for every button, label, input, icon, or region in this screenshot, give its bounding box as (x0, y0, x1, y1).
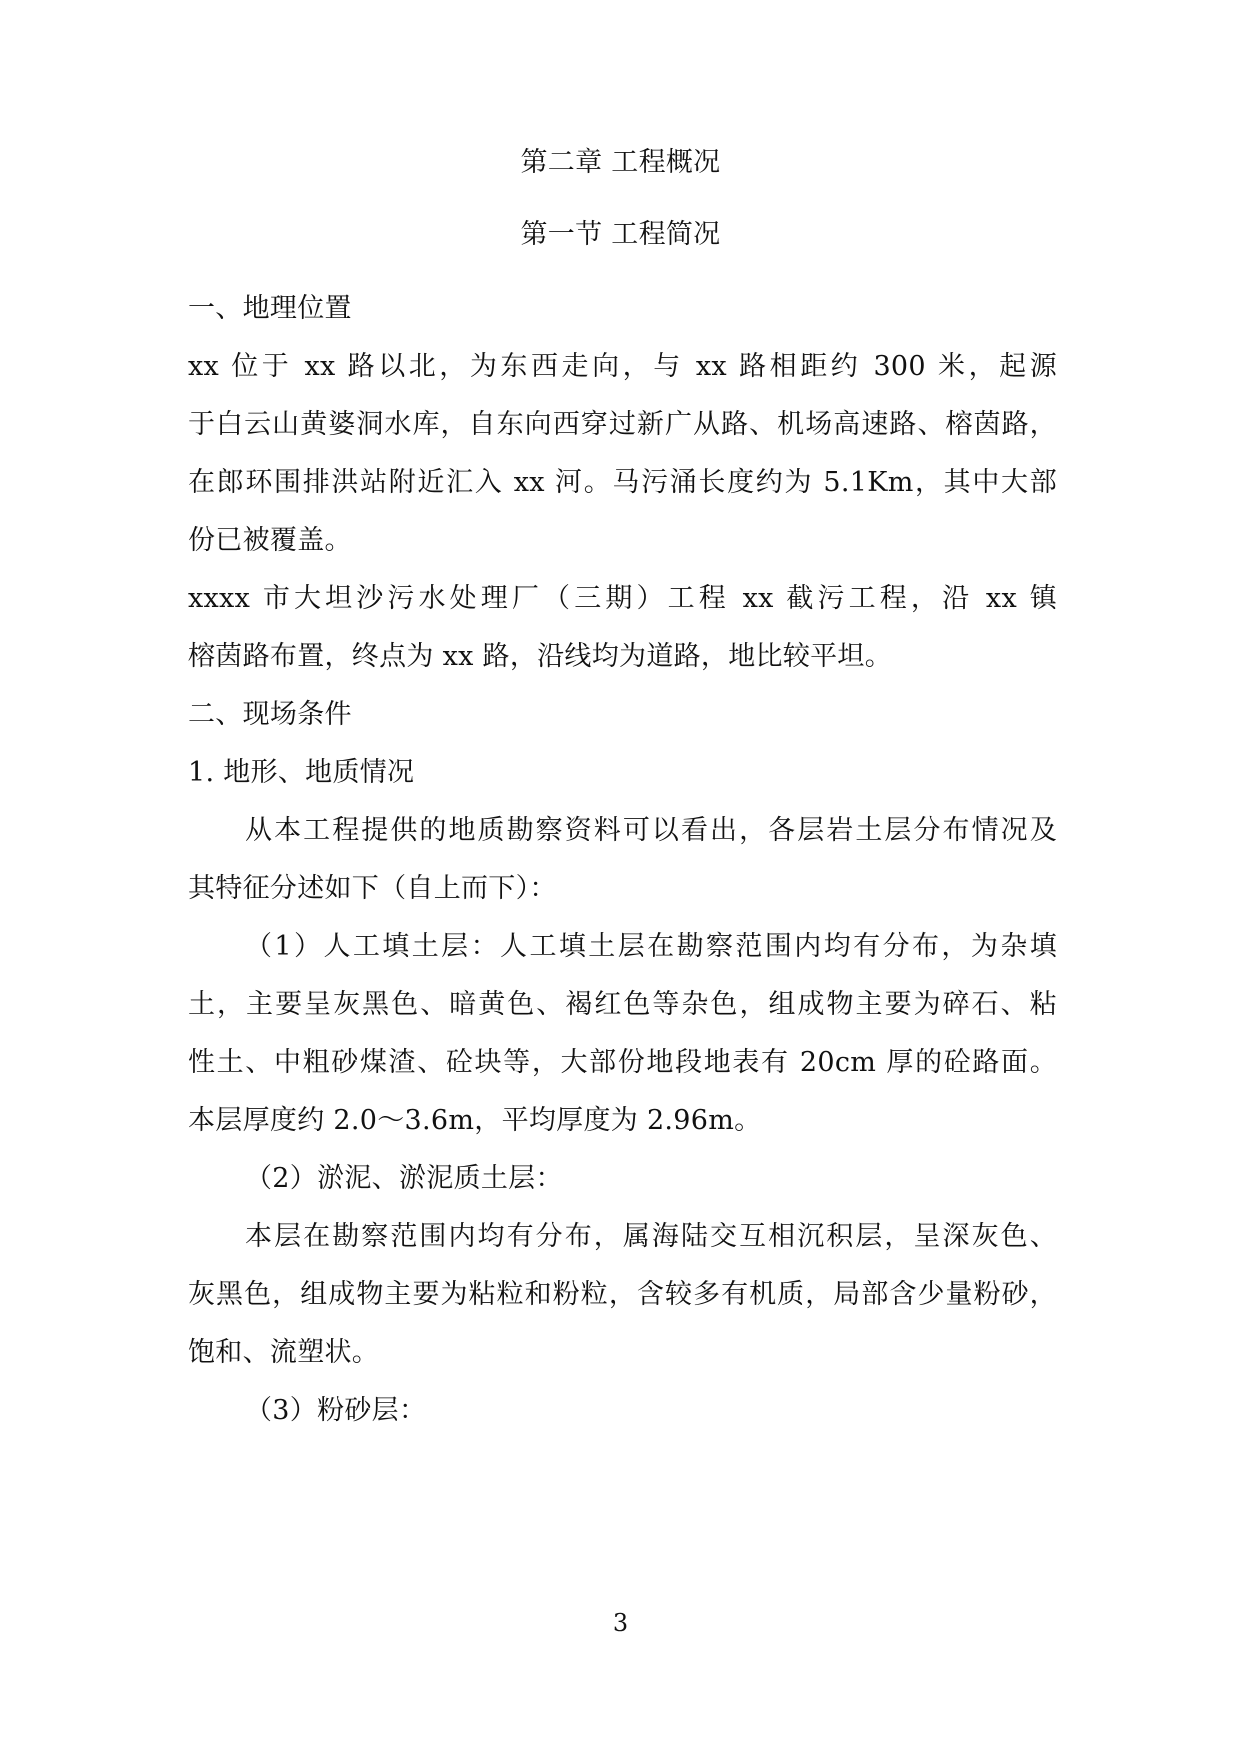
paragraph-line: 在郎环围排洪站附近汇入 xx 河。马污涌长度约为 5.1Km，其中大部 (188, 467, 1057, 498)
paragraph-line: 土，主要呈灰黑色、暗黄色、褐红色等杂色，组成物主要为碎石、粘 (188, 989, 1057, 1020)
subheading-silty-sand-layer: （3）粉砂层： (245, 1395, 427, 1426)
chapter-title: 第二章 工程概况 (520, 147, 721, 178)
subheading-terrain-geology: 1. 地形、地质情况 (188, 757, 415, 788)
paragraph-line: xxxx 市大坦沙污水处理厂（三期）工程 xx 截污工程，沿 xx 镇 (188, 583, 1057, 614)
paragraph-line: 份已被覆盖。 (188, 525, 352, 556)
section-title: 第一节 工程简况 (520, 219, 721, 250)
paragraph-line: 从本工程提供的地质勘察资料可以看出，各层岩土层分布情况及 (245, 815, 1057, 846)
paragraph-line: （1）人工填土层：人工填土层在勘察范围内均有分布，为杂填 (245, 931, 1057, 962)
page-number: 3 (612, 1609, 629, 1637)
paragraph-line: xx 位于 xx 路以北，为东西走向，与 xx 路相距约 300 米，起源 (188, 351, 1057, 382)
paragraph-line: 榕茵路布置，终点为 xx 路，沿线均为道路，地比较平坦。 (188, 641, 893, 672)
subheading-silt-layer: （2）淤泥、淤泥质土层： (245, 1163, 563, 1194)
paragraph-line: 本层在勘察范围内均有分布，属海陆交互相沉积层，呈深灰色、 (245, 1221, 1057, 1252)
paragraph-line: 本层厚度约 2.0～3.6m，平均厚度为 2.96m。 (188, 1105, 762, 1136)
paragraph-line: 饱和、流塑状。 (188, 1337, 380, 1368)
paragraph-line: 于白云山黄婆洞水库，自东向西穿过新广从路、机场高速路、榕茵路， (188, 409, 1057, 440)
paragraph-line: 灰黑色，组成物主要为粘粒和粉粒，含较多有机质，局部含少量粉砂， (188, 1279, 1057, 1310)
heading-site-conditions: 二、现场条件 (188, 699, 352, 730)
heading-geographic-location: 一、地理位置 (188, 293, 352, 324)
paragraph-line: 性土、中粗砂煤渣、砼块等，大部份地段地表有 20cm 厚的砼路面。 (188, 1047, 1057, 1078)
paragraph-line: 其特征分述如下（自上而下）： (188, 873, 557, 904)
